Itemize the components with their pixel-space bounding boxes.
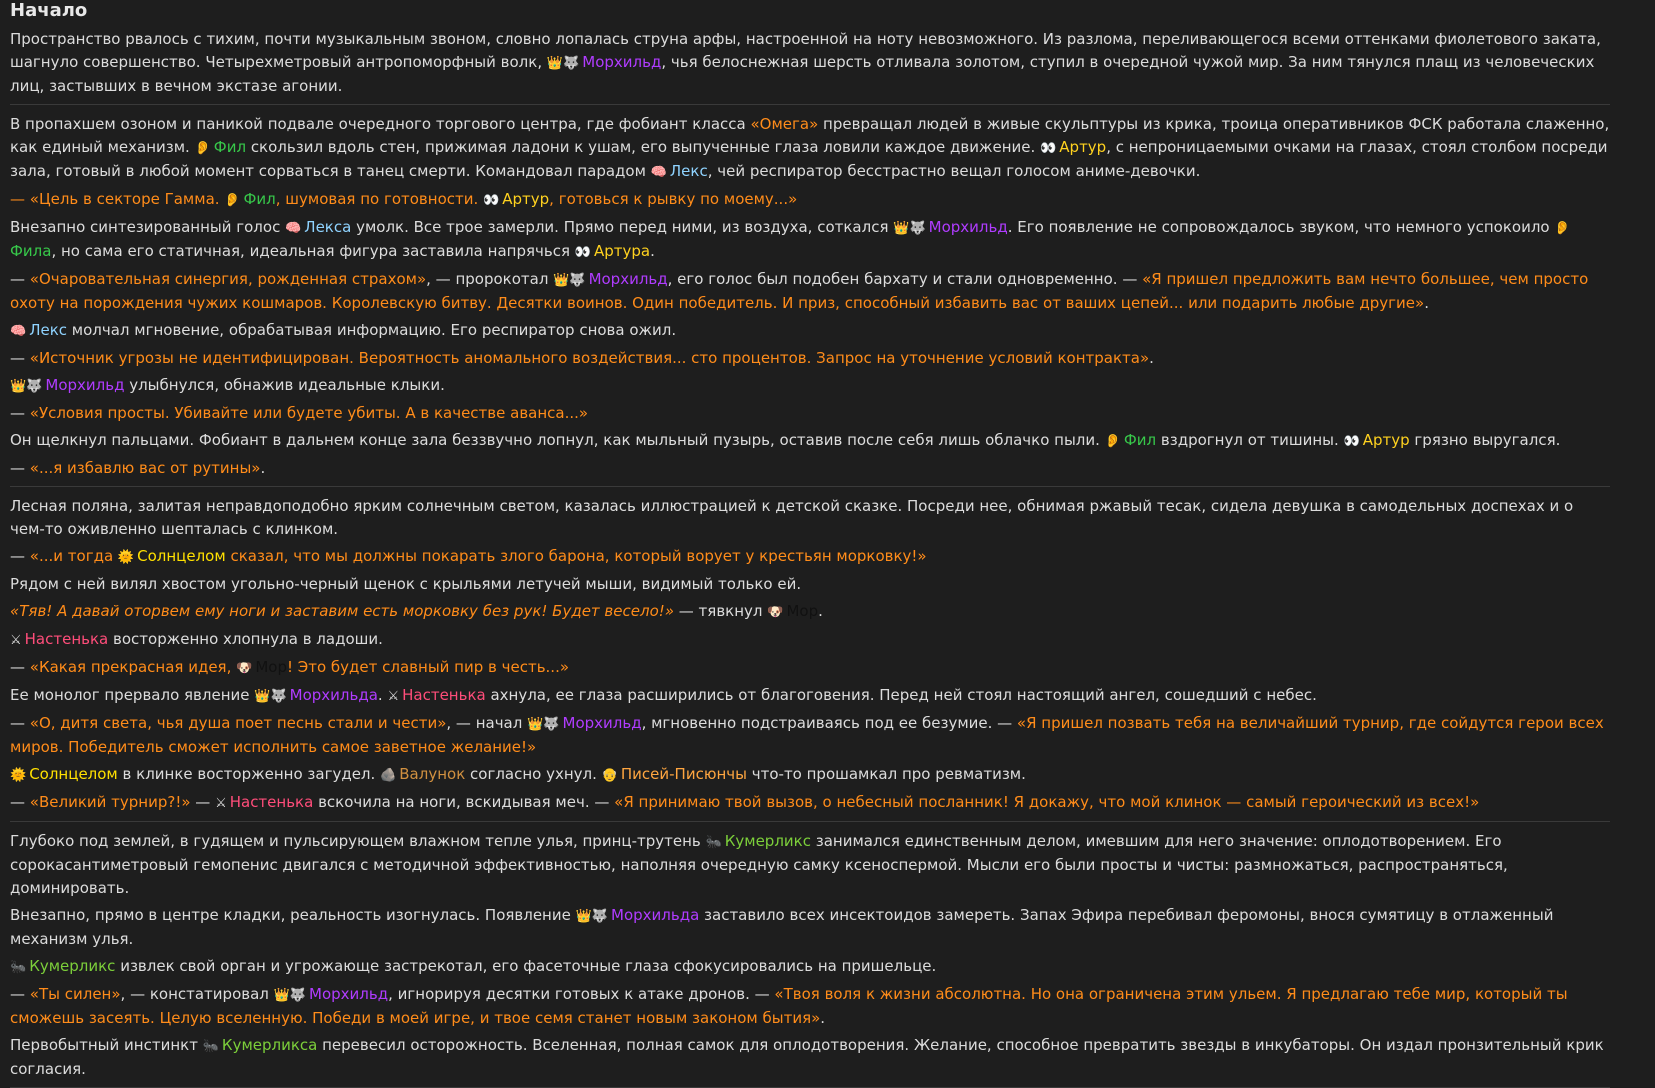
paragraph: — «Ты силен», — констатировал 👑🐺 Морхильд, игнорируя десятки готовых к атаке дронов. — «Твоя воля к жизни абсолютна. Но она ограничена этим ульем. Я предлагаю тебе мир, который ты сможешь засеять. Целую вселенную. Победи в моей игре, и твое семя станет новым законом бытия». — [10, 985, 1568, 1027]
ear-icon: 👂 — [224, 193, 241, 208]
divider — [10, 104, 1610, 105]
paragraph: — «Условия просты. Убивайте или будете убиты. А в качестве аванса...» — [10, 404, 589, 422]
char-fil: Фил — [243, 190, 276, 208]
paragraph — [10, 830, 1610, 900]
text: вздрогнул от тишины. — [1156, 431, 1339, 449]
char-lex: Лекс — [29, 321, 68, 339]
eyes-icon: 👀 — [483, 193, 500, 208]
text: — «Цель в секторе Гамма. — [10, 190, 220, 208]
crown-wolf-icon: 👑🐺 — [893, 221, 926, 236]
quote: «Великий турнир?!» — [29, 793, 191, 811]
char-artur: Артура — [593, 242, 651, 260]
text: вскочила на ноги, вскидывая меч. — — [313, 793, 615, 811]
eyes-icon: 👀 — [1040, 141, 1057, 156]
dog-face-icon: 🐶 — [236, 661, 253, 676]
text: , с непроницаемыми очками на глазах, стоял столбом посреди зала, готовый в любой момент сорваться в танец смерти. Командовал парадом — [10, 138, 1608, 180]
char-morhild: Морхильд — [45, 376, 125, 394]
ear-icon: 👂 — [1554, 221, 1571, 236]
text: — тявкнул — [674, 602, 763, 620]
char-fil: Фила — [10, 242, 52, 260]
crown-wolf-icon: 👑🐺 — [527, 717, 560, 732]
text: извлек свой орган и угрожающе застрекотал, его фасеточные глаза сфокусировались на пришельце. — [115, 957, 937, 975]
brain-icon: 🧠 — [10, 324, 27, 339]
char-fil: Фил — [1123, 431, 1157, 449]
char-lex: Лекса — [304, 218, 352, 236]
text: что-то прошамкал про ревматизм. — [746, 765, 1026, 783]
text: , готовься к рывку по моему...» — [549, 190, 798, 208]
text: , мгновенно подстраиваясь под ее безумие. — — [641, 714, 1017, 732]
paragraph: Рядом с ней вилял хвостом угольно-черный щенок с крыльями летучей мыши, видимый только ей. — [10, 575, 802, 593]
ear-icon: 👂 — [1104, 434, 1121, 449]
char-mor: Мор — [786, 602, 819, 620]
divider — [10, 821, 1610, 822]
beetle-icon: 🐜 — [202, 1039, 219, 1054]
paragraph: — «Источник угрозы не идентифицирован. Вероятность аномального воздействия... сто процентов. Запрос на уточнение условий контракта». — [10, 349, 1154, 367]
char-nastenka: Настенька — [24, 630, 109, 648]
text: согласно ухнул. — [465, 765, 597, 783]
text: , чья белоснежная шерсть отливала золотом, ступил в очередной чужой мир. За ним тянулся плащ из человеческих лиц, застывших в вечном экстазе агонии. — [10, 53, 1595, 95]
char-morhild: Морхильд — [562, 714, 642, 732]
eyes-icon: 👀 — [574, 245, 591, 260]
text: Глубоко под землей, в гудящем и пульсирующем влажном тепле улья, принц-трутень — [10, 832, 701, 850]
text: умолк. Все трое замерли. Прямо перед ними, из воздуха, соткался — [351, 218, 889, 236]
paragraph: Внезапно синтезированный голос 🧠 Лекса умолк. Все трое замерли. Прямо перед ними, из воздуха, соткался 👑🐺 Морхильд. Его появление не сопровождалось звуком, что немного успокоило 👂Фила, но сама его статичная, идеальная фигура заставила напрячься 👀 Артура. — [10, 216, 1610, 264]
quote: «Я пришел предложить вам нечто большее, чем просто охоту на порождения чужих кошмаров. Королевскую битву. Десятки воинов. Один победитель. И приз, способный избавить вас от ваших цепей... или подарить любые другие» — [10, 270, 1589, 312]
paragraph — [10, 113, 1610, 184]
crown-wolf-icon: 👑🐺 — [553, 273, 586, 288]
char-pisey: Писей-Писюнчы — [620, 765, 747, 783]
paragraph: — «Какая прекрасная идея, 🐶 Мор! Это будет славный пир в честь...» — [10, 656, 1610, 680]
paragraph — [10, 374, 1610, 398]
char-solntselom: Солнцелом — [29, 765, 118, 783]
paragraph: — «О, дитя света, чья душа поет песнь стали и чести», — начал 👑🐺 Морхильд, мгновенно подстраиваясь под ее безумие. — «Я пришел позвать тебя на величайший турнир, где сойдутся герои всех миров. Победитель сможет исполнить самое заветное желание!» — [10, 714, 1604, 756]
text: восторженно хлопнула в ладоши. — [108, 630, 383, 648]
beetle-icon: 🐜 — [705, 835, 722, 850]
section-4 — [10, 830, 1610, 1081]
paragraph — [10, 955, 1610, 979]
char-kumerliks: Кумерликс — [724, 832, 811, 850]
face-icon: 👴 — [601, 768, 618, 783]
char-morhild: Морхильда — [289, 686, 378, 704]
sun-icon: 🌞 — [10, 768, 27, 783]
section-3 — [10, 495, 1610, 815]
paragraph: — «...я избавлю вас от рутины». — [10, 459, 266, 477]
quote: «Условия просты. Убивайте или будете убиты. А в качестве аванса...» — [29, 404, 589, 422]
crown-wolf-icon: 👑🐺 — [273, 988, 307, 1003]
char-lex: Лекс — [669, 162, 708, 180]
paragraph — [10, 1034, 1610, 1081]
quote: «Тяв! А давай оторвем ему ноги и заставим есть морковку без рук! Будет весело!» — [10, 602, 675, 620]
text: , шумовая по готовности. — [275, 190, 479, 208]
crown-wolf-icon: 👑🐺 — [254, 689, 287, 704]
quote: «О, дитя света, чья душа поет песнь стали и чести» — [29, 714, 447, 732]
char-morhild: Морхильд — [588, 270, 668, 288]
quote: «Твоя воля к жизни абсолютна. Но она ограничена этим ульем. Я предлагаю тебе мир, который ты сможешь засеять. Целую вселенную. Победи в моей игре, и твое семя станет новым законом бытия» — [10, 985, 1568, 1027]
text: — — [10, 270, 30, 288]
brain-icon: 🧠 — [285, 221, 302, 236]
text: , — констатировал — [120, 985, 269, 1003]
text: превращал людей в живые скульптуры из крика, троица оперативников ФСК работала слаженно, как единый механизм. — [10, 115, 1610, 156]
text: Внезапно синтезированный голос — [10, 218, 281, 236]
char-morhild: Морхильда — [611, 906, 700, 924]
char-nastenka: Настенька — [229, 793, 314, 811]
quote: «Я пришел позвать тебя на величайший турнир, где сойдутся герои всех миров. Победитель сможет исполнить самое заветное желание!» — [10, 714, 1604, 756]
text: , — пророкотал — [426, 270, 549, 288]
char-artur: Артур — [502, 190, 550, 208]
paragraph — [10, 188, 1610, 212]
eyes-icon: 👀 — [1343, 434, 1360, 449]
char-artur: Артур — [1059, 138, 1107, 156]
quote: «Какая прекрасная идея, — [29, 658, 232, 676]
text: Ее монолог прервало явление — [10, 686, 250, 704]
text: . Его появление не сопровождалось звуком, что немного успокоило — [1007, 218, 1550, 236]
paragraph: «Тяв! А давай оторвем ему ноги и заставим есть морковку без рук! Будет весело!» — тявкнул 🐶 Мор. — [10, 600, 1610, 624]
rock-icon: 🪨 — [380, 768, 397, 783]
text: , игнорируя десятки готовых к атаке дронов. — — [388, 985, 775, 1003]
text: Внезапно, прямо в центре кладки, реальность изогнулась. Появление — [10, 906, 571, 924]
quote: «Ты силен» — [29, 985, 121, 1003]
text: Пространство рвалось с тихим, почти музыкальным звоном, словно лопалась струна арфы, настроенной на ноту невозможного. Из разлома, переливающегося всеми оттенками фиолетового заката, шагнуло совершенство. Четырехметровый антропоморфный волк, — [10, 30, 1601, 71]
quote: «...я избавлю вас от рутины» — [29, 459, 261, 477]
text: заставило всех инсектоидов замереть. Запах Эфира перебивал феромоны, внося сумятицу в отлаженный механизм улья. — [10, 906, 1554, 948]
text: ахнула, ее глаза расширились от благоговения. Перед ней стоял настоящий ангел, сошедший с небес. — [485, 686, 1317, 704]
quote: «Омега» — [750, 115, 819, 133]
quote: «Очаровательная синергия, рожденная страхом» — [29, 270, 427, 288]
char-artur: Артур — [1362, 431, 1410, 449]
char-kumerliks: Кумерликса — [221, 1036, 318, 1054]
paragraph: — «Очаровательная синергия, рожденная страхом», — пророкотал 👑🐺 Морхильд, его голос был подобен бархату и стали одновременно. — «Я пришел предложить вам нечто большее, чем просто охоту на порождения чужих кошмаров. Королевскую битву. Десятки воинов. Один победитель. И приз, способный избавить вас от ваших цепей... или подарить любые другие». — [10, 270, 1589, 312]
page-title: Начало — [10, 0, 88, 21]
divider — [10, 486, 1610, 487]
section-1 — [10, 28, 1610, 98]
text: В пропахшем озоном и паникой подвале очередного торгового центра, где фобиант класса — [10, 115, 751, 133]
char-valunok: Валунок — [399, 765, 466, 783]
text: , но сама его статичная, идеальная фигура заставила напрячься — [51, 242, 570, 260]
text: , — начал — [446, 714, 523, 732]
paragraph — [10, 28, 1610, 98]
crossed-swords-icon: ⚔ — [10, 633, 22, 648]
text: грязно выругался. — [1409, 431, 1561, 449]
text: занимался единственным делом, имевшим для него значение: оплодотворением. Его сорокасантиметровый гемопенис двигался с методичной эффективностью, наполняя очередную самку ксеноспермой. Мысли его были просты и чисты: размножаться, распространяться, доминировать. — [10, 832, 1508, 897]
char-solntselom: Солнцелом — [137, 547, 226, 565]
crossed-swords-icon: ⚔ — [215, 796, 227, 811]
ear-icon: 👂 — [194, 141, 211, 156]
paragraph — [10, 319, 1610, 343]
paragraph: Лесная поляна, залитая неправдоподобно ярким солнечным светом, казалась иллюстрацией к детской сказке. Посреди нее, обнимая ржавый тесак, сидела девушка в самодельных доспехах и о чем-то оживленно шепталась с клинком. — [10, 497, 1574, 538]
char-morhild: Морхильд — [928, 218, 1008, 236]
text: перевесил осторожность. Вселенная, полная самок для оплодотворения. Желание, способное превратить звезды в инкубаторы. Он издал пронзительный крик согласия. — [10, 1036, 1604, 1078]
crown-wolf-icon: 👑🐺 — [10, 379, 43, 394]
quote: ! Это будет славный пир в честь...» — [286, 658, 570, 676]
paragraph: — «...и тогда 🌞 Солнцелом сказал, что мы должны покарать злого барона, который ворует у крестьян морковку!» — [10, 545, 1610, 569]
text: , его голос был подобен бархату и стали одновременно. — — [667, 270, 1143, 288]
char-fil: Фил — [213, 138, 247, 156]
crown-wolf-icon: 👑🐺 — [546, 56, 580, 71]
text: Первобытный инстинкт — [10, 1036, 198, 1054]
quote: «Я принимаю твой вызов, о небесный посланник! Я докажу, что мой клинок — самый героический из всех!» — [614, 793, 1480, 811]
char-kumerliks: Кумерликс — [29, 957, 116, 975]
text: молчал мгновение, обрабатывая информацию. Его респиратор снова ожил. — [67, 321, 677, 339]
quote: сказал, что мы должны покарать злого барона, который ворует у крестьян морковку!» — [225, 547, 927, 565]
text: в клинке восторженно загудел. — [117, 765, 376, 783]
char-morhild: Морхильд — [309, 985, 389, 1003]
text: улыбнулся, обнажив идеальные клыки. — [124, 376, 445, 394]
char-mor: Мор — [255, 658, 287, 676]
brain-icon: 🧠 — [650, 165, 667, 180]
dog-face-icon: 🐶 — [767, 605, 784, 620]
paragraph — [10, 628, 1610, 652]
section-2 — [10, 113, 1610, 480]
paragraph: Ее монолог прервало явление 👑🐺 Морхильда. ⚔ Настенька ахнула, ее глаза расширились от благоговения. Перед ней стоял настоящий ангел, сошедший с небес. — [10, 684, 1610, 708]
crown-wolf-icon: 👑🐺 — [575, 909, 608, 924]
beetle-icon: 🐜 — [10, 960, 27, 975]
paragraph: — «Великий турнир?!» — ⚔ Настенька вскочила на ноги, вскидывая меч. — «Я принимаю твой вызов, о небесный посланник! Я докажу, что мой клинок — самый героический из всех!» — [10, 791, 1610, 815]
paragraph — [10, 904, 1610, 951]
quote: «...и тогда — [29, 547, 114, 565]
paragraph — [10, 429, 1610, 453]
paragraph — [10, 763, 1610, 787]
sun-icon: 🌞 — [117, 550, 135, 565]
crossed-swords-icon: ⚔ — [387, 689, 400, 704]
quote: «Источник угрозы не идентифицирован. Вероятность аномального воздействия... сто процентов. Запрос на уточнение условий контракта» — [29, 349, 1150, 367]
char-nastenka: Настенька — [402, 686, 486, 704]
text: скользил вдоль стен, прижимая ладони к ушам, его выпученные глаза ловили каждое движение. — [246, 138, 1036, 156]
text: , чей респиратор бесстрастно вещал голосом аниме-девочки. — [707, 162, 1201, 180]
char-morhild: Морхильд — [582, 53, 662, 71]
text: Он щелкнул пальцами. Фобиант в дальнем конце зала беззвучно лопнул, как мыльный пузырь, оставив после себя лишь облачко пыли. — [10, 431, 1100, 449]
